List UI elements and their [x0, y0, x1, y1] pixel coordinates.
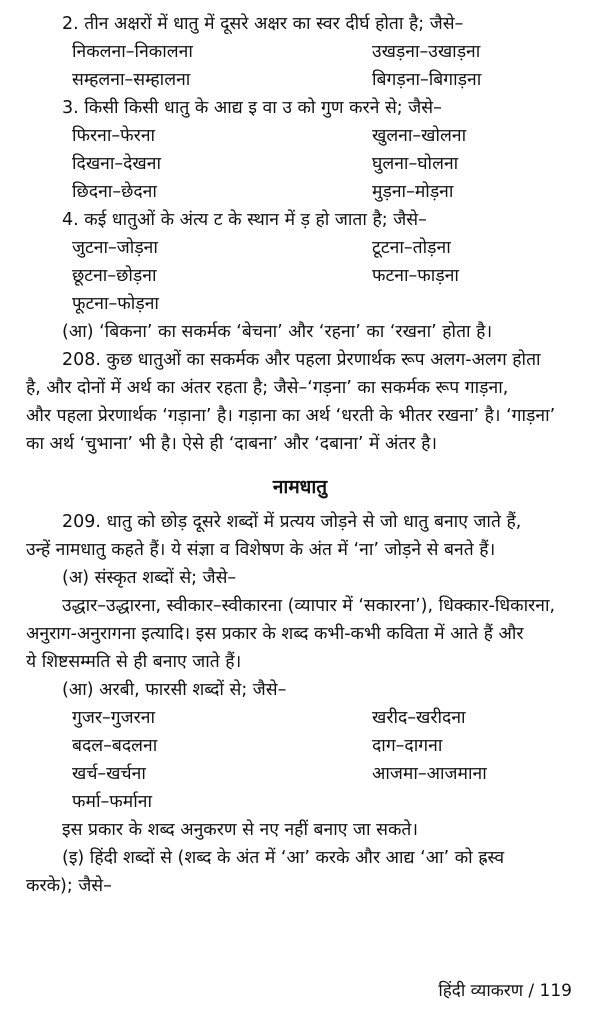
example-word: घुलना–घोलना — [372, 154, 459, 174]
paragraph-sanskrit — [26, 592, 574, 676]
paragraph-208 — [26, 346, 574, 458]
example-word: जुटना–जोड़ना — [72, 238, 158, 258]
paragraph-line: अनुराग-अनुरागना इत्यादि। इस प्रकार के शब्द कभी-कभी कविता में आते हैं और — [26, 624, 524, 644]
example-word: टूटना–तोड़ना — [372, 238, 451, 258]
example-word: गुजर–गुजरना — [72, 708, 155, 728]
example-pairs-1 — [26, 38, 574, 94]
rule-2-line: 2. तीन अक्षरों में धातु में दूसरे अक्षर का स्वर दीर्घ होता है; जैसे– — [62, 14, 464, 34]
example-word: फिरना–फेरना — [72, 126, 156, 146]
example-pairs-2 — [26, 122, 574, 206]
example-word: दिखना–देखना — [72, 154, 161, 174]
paragraph-line: 208. कुछ धातुओं का सकर्मक और पहला प्रेरणार्थक रूप अलग-अलग होता — [62, 350, 541, 370]
example-word: निकलना–निकालना — [72, 42, 193, 62]
note-line: इस प्रकार के शब्द अनुकरण से नए नहीं बनाए जा सकते। — [62, 820, 418, 840]
example-word: आजमा–आजमाना — [372, 764, 487, 784]
section-heading: नामधातु — [272, 476, 328, 498]
rule-i-line: (इ) हिंदी शब्दों से (शब्द के अंत में ‘आ’ करके और आद्य ‘आ’ को ह्रस्व — [62, 848, 505, 868]
example-word: फूटना–फोड़ना — [72, 294, 159, 314]
example-word: बिगड़ना–बिगाड़ना — [372, 70, 482, 90]
paragraph-line: ये शिष्टसम्मति से ही बनाए जाते हैं। — [26, 652, 242, 672]
paragraph-line: उद्धार–उद्धारना, स्वीकार–स्वीकारना (व्यापार में ‘सकारना’), धिक्कार-धिकारना, — [62, 596, 556, 616]
rule-arabic-line: (आ) अरबी, फारसी शब्दों से; जैसे– — [62, 680, 287, 700]
example-word: सम्हलना–सम्हालना — [72, 70, 191, 90]
paragraph-line: 209. धातु को छोड़ दूसरे शब्दों में प्रत्यय जोड़ने से जो धातु बनाए जाते हैं, — [62, 512, 522, 532]
example-word — [372, 290, 600, 318]
example-word — [372, 788, 600, 816]
example-word: उखड़ना–उखाड़ना — [372, 42, 481, 62]
example-pairs-3 — [26, 234, 574, 318]
page-footer: हिंदी व्याकरण / 119 — [438, 981, 572, 1001]
example-word: खुलना–खोलना — [372, 126, 467, 146]
example-word: खरीद–खरीदना — [372, 708, 466, 728]
paragraph-line: उन्हें नामधातु कहते हैं। ये संज्ञा व विशेषण के अंत में ‘ना’ जोड़ने से बनते हैं। — [26, 540, 496, 560]
example-word: छूटना–छोड़ना — [72, 266, 157, 286]
paragraph-line: और पहला प्रेरणार्थक ‘गड़ाना’ है। गड़ाना का अर्थ ‘धरती के भीतर रखना’ है। ‘गाड़ना’ — [26, 406, 556, 426]
example-word: मुड़ना–मोड़ना — [372, 182, 454, 202]
example-pairs-4 — [26, 704, 574, 816]
paragraph-209 — [26, 508, 574, 564]
rule-3-line: 3. किसी किसी धातु के आद्य इ वा उ को गुण करने से; जैसे– — [62, 98, 442, 118]
rule-a-line: (अ) संस्कृत शब्दों से; जैसे– — [62, 568, 237, 588]
example-word: फर्मा–फर्माना — [72, 792, 152, 812]
example-word: खर्च–खर्चना — [72, 764, 146, 784]
rule-i-continuation: करके); जैसे– — [26, 876, 112, 896]
paragraph-line: है, और दोनों में अर्थ का अंतर रहता है; जैसे–‘गड़ना’ का सकर्मक रूप गाड़ना, — [26, 378, 509, 398]
rule-4-line: 4. कई धातुओं के अंत्य ट के स्थान में ड़ हो जाता है; जैसे– — [62, 210, 427, 230]
paragraph-line: का अर्थ ‘चुभाना’ भी है। ऐसे ही ‘दाबना’ और ‘दबाना’ में अंतर है। — [26, 434, 438, 454]
example-word: छिदना–छेदना — [72, 182, 157, 202]
example-word: बदल–बदलना — [72, 736, 158, 756]
rule-aa-line: (आ) ‘बिकना’ का सकर्मक ‘बेचना’ और ‘रहना’ का ‘रखना’ होता है। — [62, 322, 493, 342]
example-word: फटना–फाड़ना — [372, 266, 459, 286]
example-word: दाग–दागना — [372, 736, 443, 756]
